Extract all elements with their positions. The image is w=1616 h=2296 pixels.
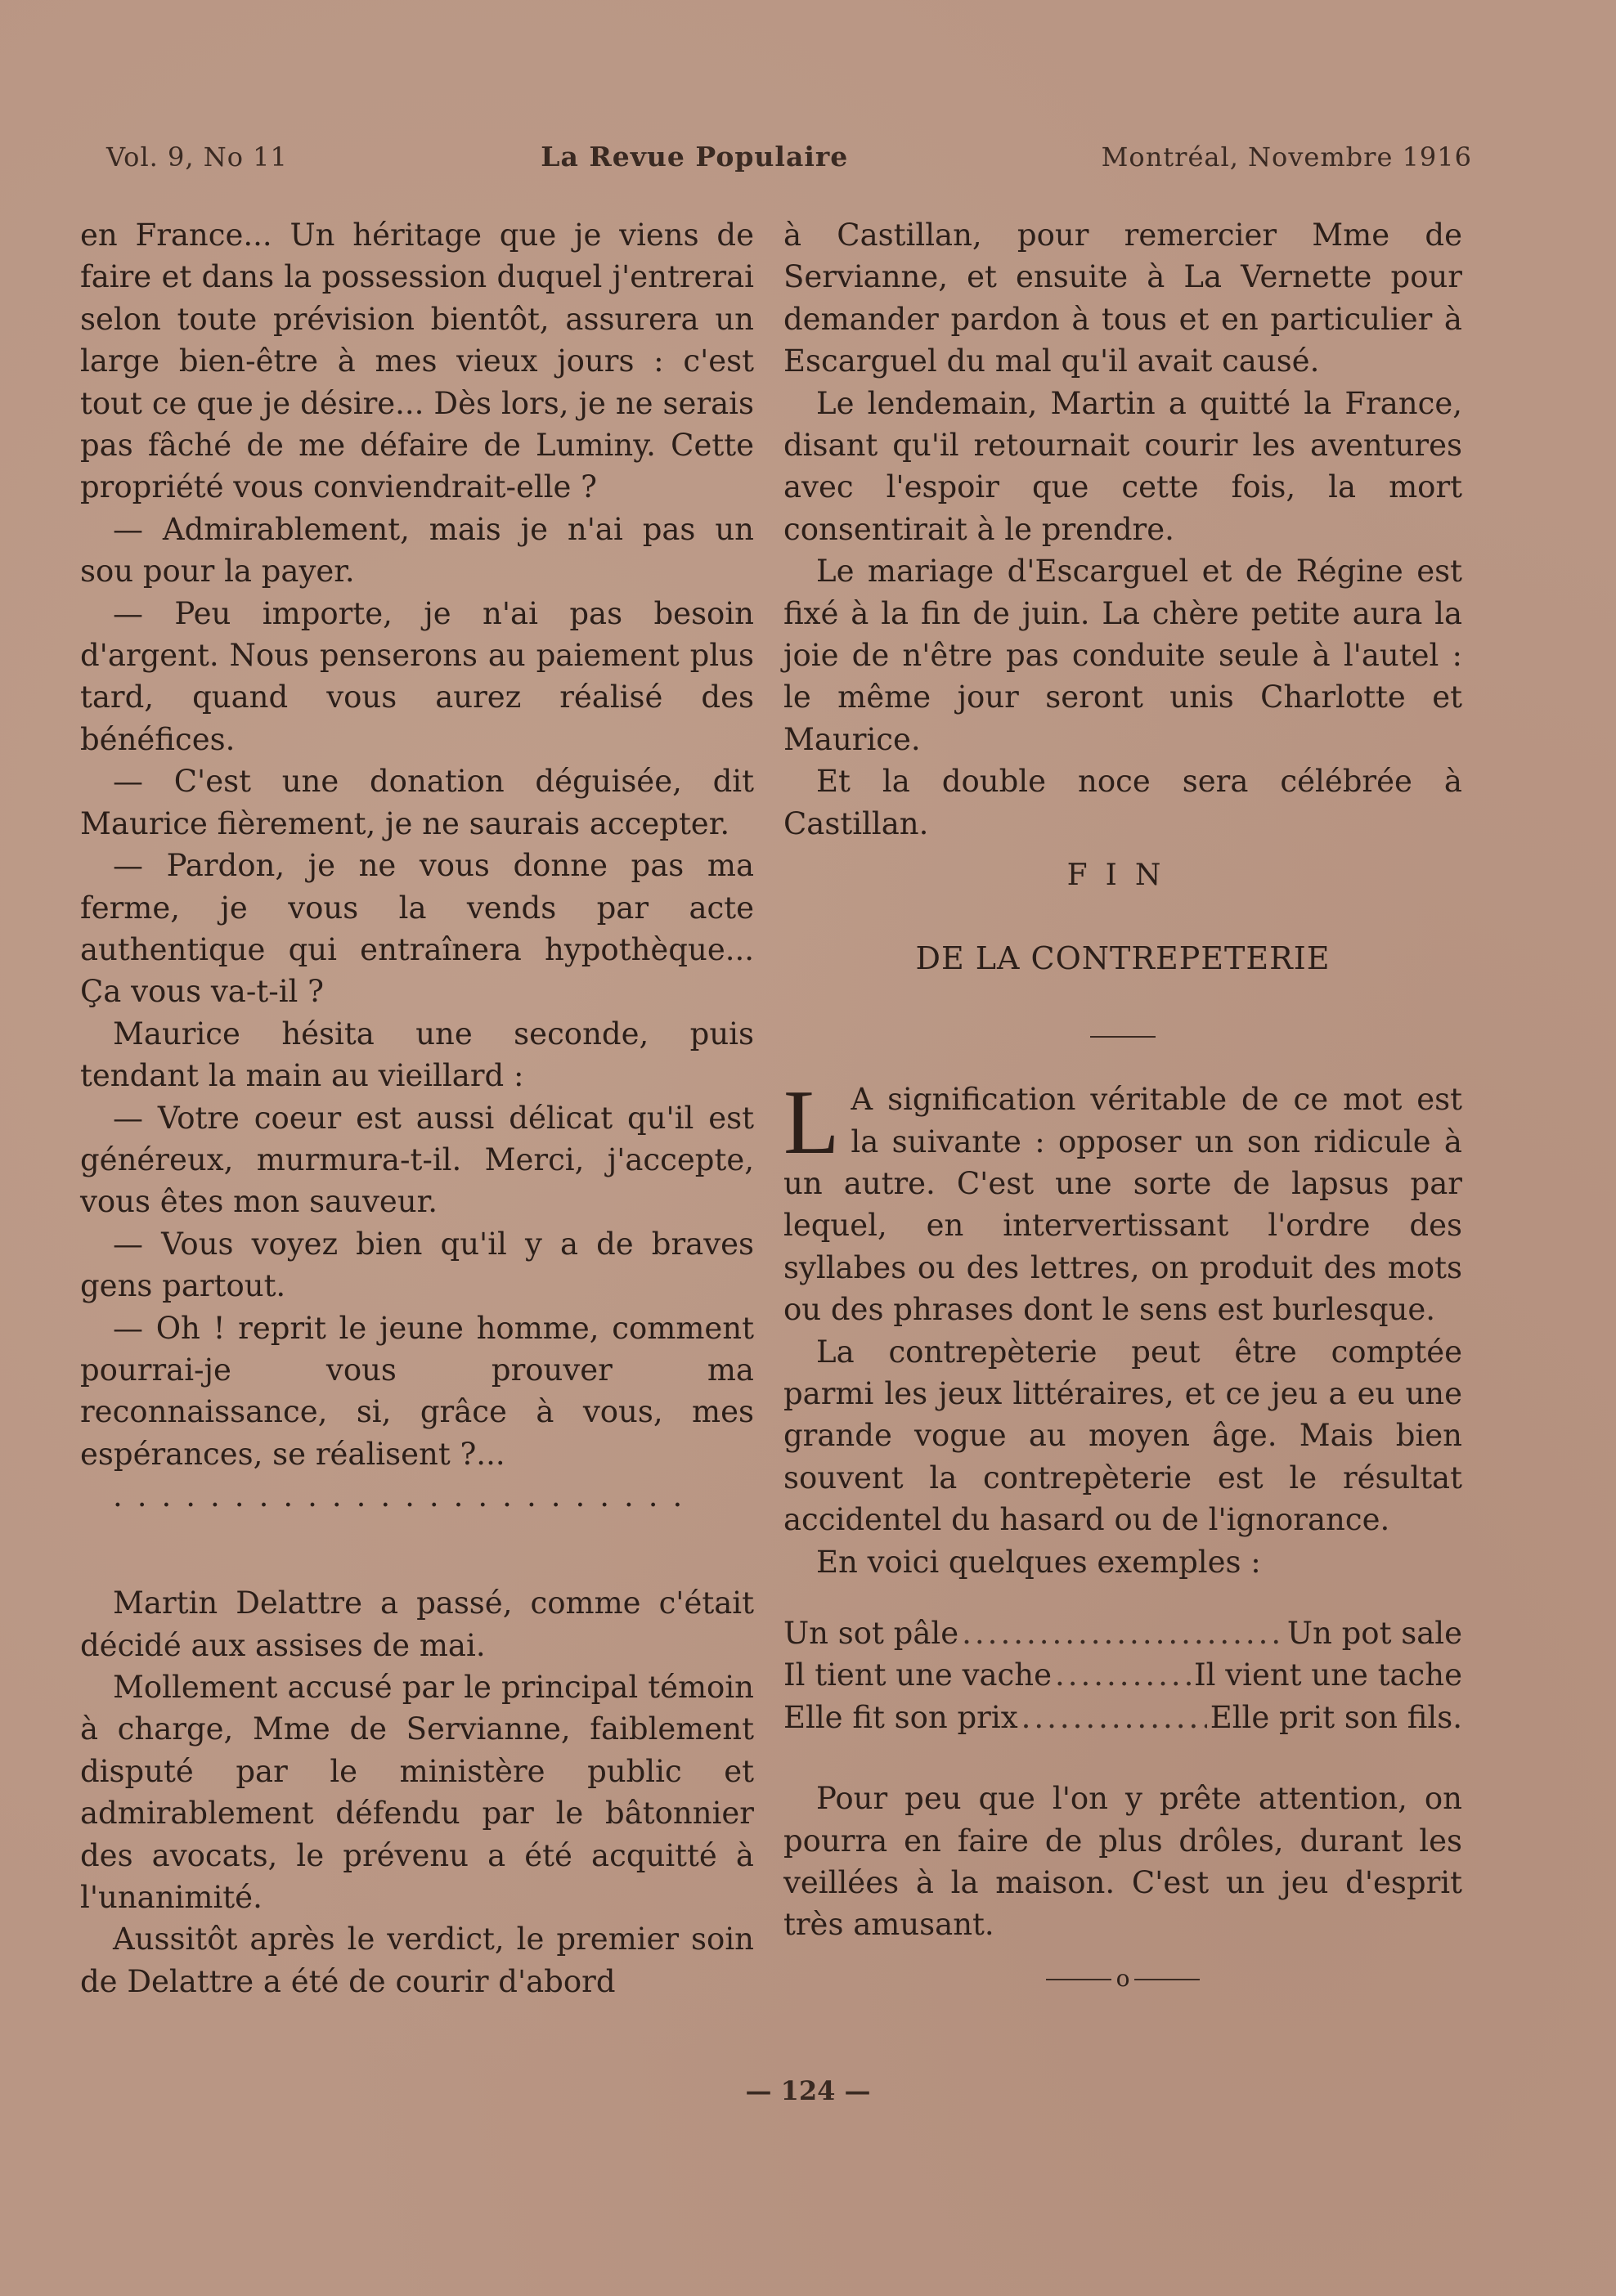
title-rule [1090,1036,1156,1038]
example-original: Il tient une vache [783,1657,1052,1693]
examples-list [783,1612,1462,1738]
running-header [106,141,1472,173]
dot-leader [1021,1697,1207,1738]
page-number: — 124 — [745,2075,871,2106]
paragraph: — Peu importe, je n'ai pas besoin d'argent. Nous penserons au paiement plus tard, quand vous aurez réalisé des bénéfices. [80,595,754,757]
end-ornament [783,1957,1462,1999]
drop-cap: L [783,1072,840,1174]
paragraph: — C'est une donation déguisée, dit Maurice fièrement, je ne saurais accepter. [80,764,754,841]
intro-paragraph [783,1072,1462,1330]
fin-heading: FIN [1066,859,1179,893]
paragraph: Pour peu que l'on y prête attention, on pourra en faire de plus drôles, durant les veillées à la maison. C'est un jeu d'esprit très amusant. [783,1781,1462,1943]
right-column [783,214,1462,1999]
end-mark-glyph: o [1115,1964,1130,1992]
dot-leader [962,1612,1284,1654]
example-swapped: Elle prit son fils. [1210,1699,1462,1735]
dot-leader [1055,1654,1191,1696]
publication-title: La Revue Populaire [541,141,849,173]
example-original: Elle fit son prix [783,1699,1018,1735]
paragraph: Et la double noce sera célébrée à Castillan. [783,764,1462,841]
section-title: DE LA CONTREPETERIE [915,940,1331,977]
example-swapped: Un pot sale [1286,1615,1462,1651]
paragraph: La contrepèterie peut être comptée parmi les jeux littéraires, et ce jeu a eu une grande vogue au moyen âge. Mais bien souvent la contrepèterie est le résultat accidentel du hasard ou de l'ignorance. [783,1334,1462,1538]
paragraph: Martin Delattre a passé, comme c'était décidé aux assises de mai. [80,1585,754,1663]
example-swapped: Il vient une tache [1194,1657,1462,1693]
paragraph: — Votre coeur est aussi délicat qu'il est généreux, murmura-t-il. Merci, j'accepte, vous êtes mon sauveur. [80,1100,754,1220]
paragraph: Le lendemain, Martin a quitté la France, disant qu'il retournait courir les aventures avec l'espoir que cette fois, la mort consentirait à le prendre. [783,385,1462,547]
paragraph: en France... Un héritage que je viens de faire et dans la possession duquel j'entrerai selon toute prévision bientôt, assurera un large bien-être à mes vieux jours : c'est tout ce que je désire... Dès lors, je ne serais pas fâché de me défaire de Luminy. Cette propriété vous conviendrait-elle ? [80,217,754,505]
example-row [783,1697,1462,1738]
paragraph: Mollement accusé par le principal témoin à charge, Mme de Servianne, faiblement disputé par le ministère public et admirablement défendu par le bâtonnier des avocats, le prévenu a été acquitté à l'unanimité. [80,1670,754,1916]
place-and-date: Montréal, Novembre 1916 [1101,141,1472,173]
paragraph: à Castillan, pour remercier Mme de Servianne, et ensuite à La Vernette pour demander pardon à tous et en particulier à Escarguel du mal qu'il avait causé. [783,217,1462,379]
left-column [80,214,754,2002]
paragraph: Aussitôt après le verdict, le premier soin de Delattre a été de courir d'abord [80,1922,754,1999]
paragraph: — Pardon, je ne vous donne pas ma ferme, je vous la vends par acte authentique qui entraînera hypothèque... Ça vous va-t-il ? [80,848,754,1010]
example-row [783,1654,1462,1696]
paragraph: A signification véritable de ce mot est la suivante : opposer un son ridicule à un autre. C'est une sorte de lapsus par lequel, en intervertissant l'ordre des syllabes ou des lettres, on produit des mots ou des phrases dont le sens est burlesque. [783,1082,1462,1328]
paragraph: — Vous voyez bien qu'il y a de braves gens partout. [80,1226,754,1304]
paragraph: Maurice hésita une seconde, puis tendant la main au vieillard : [80,1016,754,1094]
volume-number: Vol. 9, No 11 [106,141,288,173]
dotted-separator: ........................ [113,1478,698,1514]
paragraph: En voici quelques exemples : [816,1544,1261,1580]
paragraph: — Oh ! reprit le jeune homme, comment pourrai-je vous prouver ma reconnaissance, si, grâce à vous, mes espérances, se réalisent ?... [80,1310,754,1472]
example-row [783,1612,1462,1654]
paragraph: Le mariage d'Escarguel et de Régine est fixé à la fin de juin. La chère petite aura la joie de n'être pas conduite seule à l'autel : le même jour seront unis Charlotte et Maurice. [783,554,1462,757]
example-original: Un sot pâle [783,1615,959,1651]
paragraph: — Admirablement, mais je n'ai pas un sou pour la payer. [80,511,754,590]
